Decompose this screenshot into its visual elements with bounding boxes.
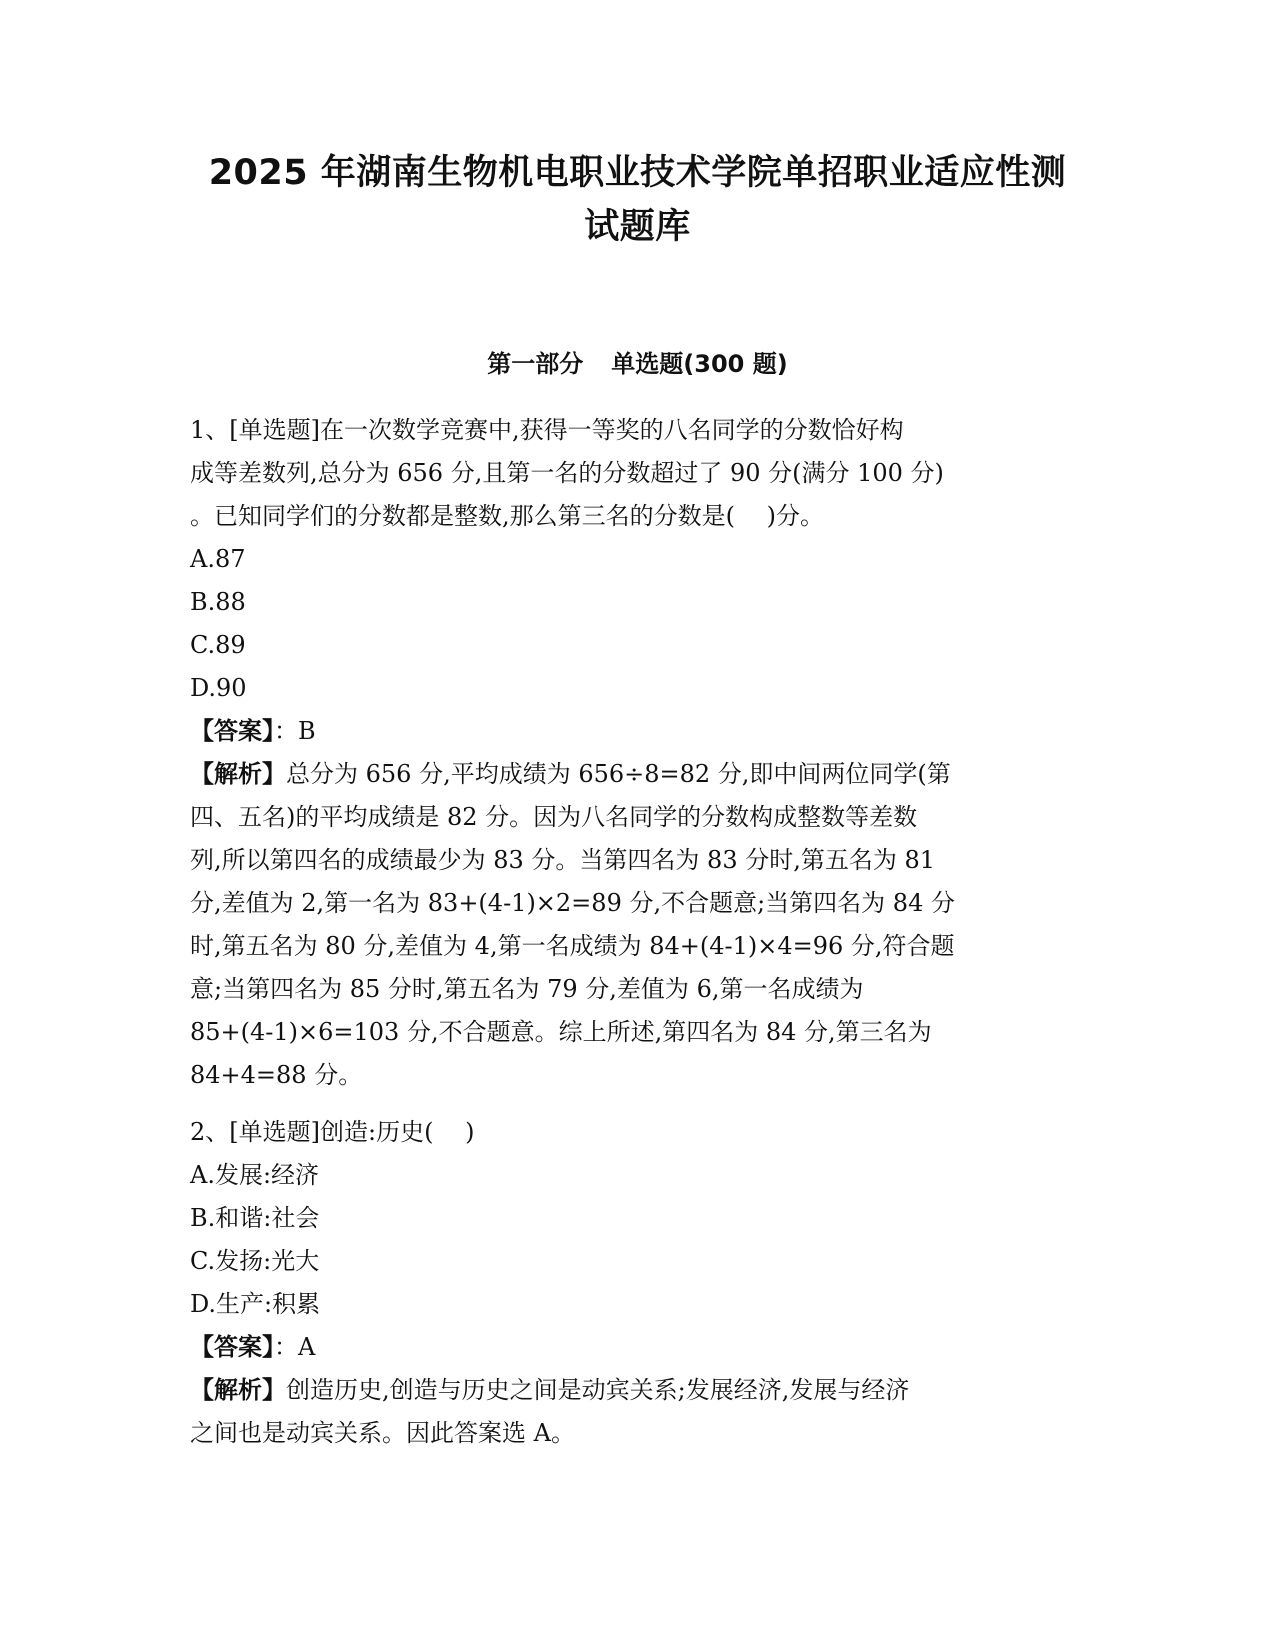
document-title-line-1: 2025 年湖南生物机电职业技术学院单招职业适应性测 (208, 153, 1067, 193)
answer-line (190, 710, 1090, 753)
analysis-text-line: 分,差值为 2,第一名为 83+(4-1)×2=89 分,不合题意;当第四名为 84 分 (190, 889, 955, 917)
question-stem-line: 。已知同学们的分数都是整数,那么第三名的分数是( )分。 (190, 502, 824, 530)
analysis-line (190, 753, 1090, 796)
answer-value: ：A (274, 1333, 316, 1361)
answer-value: ：B (274, 717, 316, 745)
option-a: A.87 (190, 545, 246, 573)
option-d: D.90 (190, 674, 247, 702)
analysis-text-line: 85+(4-1)×6=103 分,不合题意。综上所述,第四名为 84 分,第三名为 (190, 1018, 932, 1046)
answer-line (190, 1326, 1090, 1369)
option-d: D.生产:积累 (190, 1290, 321, 1318)
analysis-line (190, 1369, 1090, 1412)
question-stem-line: 成等差数列,总分为 656 分,且第一名的分数超过了 90 分(满分 100 分) (190, 459, 944, 487)
answer-label: 【答案】 (190, 1333, 274, 1361)
questions-list (190, 409, 1090, 1455)
analysis-text: 总分为 656 分,平均成绩为 656÷8=82 分,即中间两位同学(第 (286, 760, 951, 788)
section-heading-part: 第一部分 (487, 350, 584, 378)
answer-label: 【答案】 (190, 717, 274, 745)
section-heading (0, 347, 1275, 381)
document-title-line-2: 试题库 (584, 207, 691, 247)
question-stem-line: 2、[单选题]创造:历史( ) (190, 1118, 475, 1146)
analysis-text-line: 列,所以第四名的成绩最少为 83 分。当第四名为 83 分时,第五名为 81 (190, 846, 936, 874)
analysis-text-line: 四、五名)的平均成绩是 82 分。因为八名同学的分数构成整数等差数 (190, 803, 918, 831)
option-b: B.88 (190, 588, 246, 616)
analysis-label: 【解析】 (190, 760, 286, 788)
document-title (170, 146, 1105, 254)
analysis-text-line: 之间也是动宾关系。因此答案选 A。 (190, 1419, 575, 1447)
option-c: C.发扬:光大 (190, 1247, 320, 1275)
analysis-text-line: 意;当第四名为 85 分时,第五名为 79 分,差值为 6,第一名成绩为 (190, 975, 864, 1003)
analysis-text: 创造历史,创造与历史之间是动宾关系;发展经济,发展与经济 (286, 1376, 910, 1404)
question-2 (190, 1111, 1090, 1455)
question-stem-line: 1、[单选题]在一次数学竞赛中,获得一等奖的八名同学的分数恰好构 (190, 416, 904, 444)
option-c: C.89 (190, 631, 246, 659)
analysis-text-line: 84+4=88 分。 (190, 1061, 363, 1089)
option-a: A.发展:经济 (190, 1161, 320, 1189)
question-1 (190, 409, 1090, 1097)
analysis-label: 【解析】 (190, 1376, 286, 1404)
option-b: B.和谐:社会 (190, 1204, 320, 1232)
section-heading-type: 单选题(300 题) (611, 350, 788, 378)
analysis-text-line: 时,第五名为 80 分,差值为 4,第一名成绩为 84+(4-1)×4=96 分,符合题 (190, 932, 955, 960)
